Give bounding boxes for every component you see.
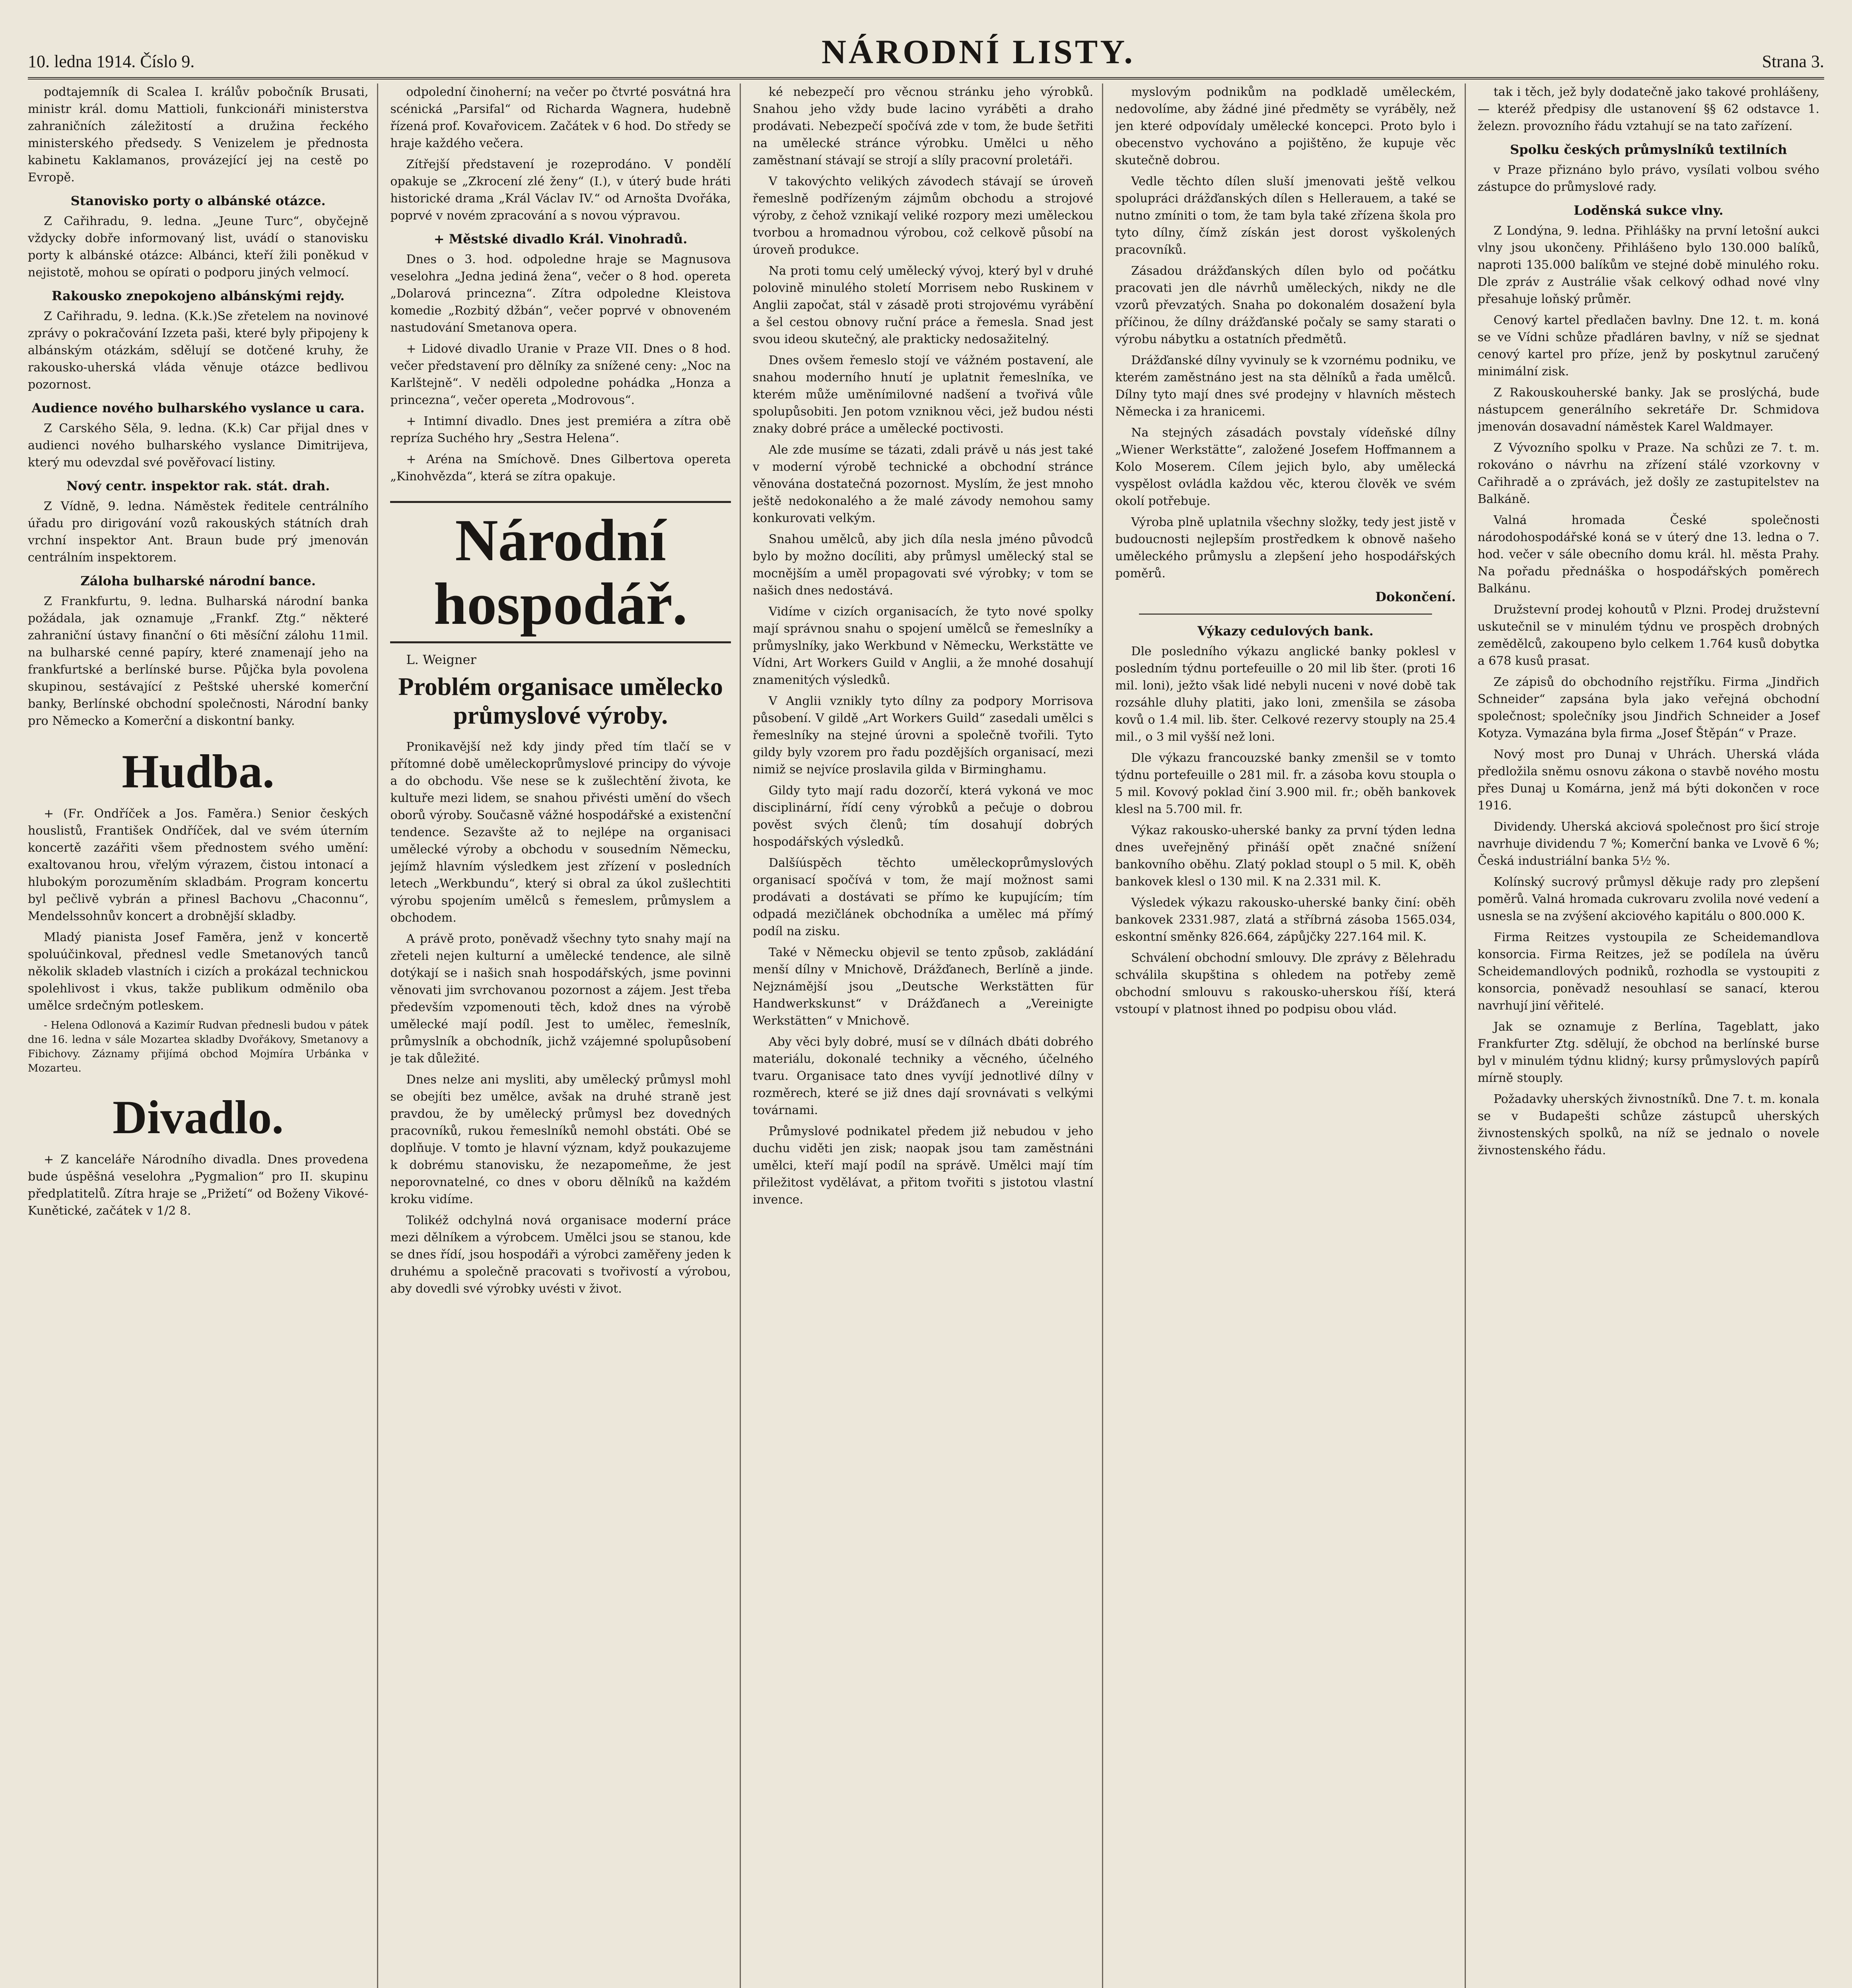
paragraph: Výkaz rakousko-uherské banky za první týden ledna dnes uveřejněný přináší opět značné snížení bankovního oběhu. Zlatý poklad stoupl o 5 mil. K, oběh bankovek klesl o 130 mil. K na 2.331 mil. K. [1115, 823, 1456, 889]
paragraph: + Intimní divadlo. Dnes jest premiéra a zítra obě repríza Suchého hry „Sestra Helena“. [390, 414, 731, 445]
paragraph: Drážďanské dílny vyvinuly se k vzornému podniku, ve kterém zaměstnáno jest na sta dělníků a řada umělců. Dílny tyto mají dnes své prodejny v hlavních městech Německa i za hranicemi. [1115, 353, 1456, 419]
paragraph: Na stejných zásadách povstaly vídeňské dílny „Wiener Werkstätte“, založené Josefem Hoffmannem a Kolo Moserem. Cílem jejich bylo, aby umělecká vyspělost ovládla každou věc, kterou člověk ve svém okolí potřebuje. [1115, 426, 1456, 508]
subheading: Stanovisko porty o albánské otázce. [70, 193, 326, 208]
column-4 [1115, 83, 1465, 1988]
section-title-theatre: Divadlo. [113, 1091, 284, 1143]
paragraph: Vedle těchto dílen sluší jmenovati ještě velkou spolupráci drážďanských dílen s Hellerauem, a také se nutno zmíniti o tom, že tam byla také zřízena škola pro tyto dílny, čímž získán jest dorost vyškolených pracovníků. [1115, 175, 1456, 257]
paragraph: Ale zde musíme se tázati, zdali právě u nás jest také v moderní výrobě technické a obchodní stránce věnována dostatečná pozornost. Myslím, že jest mnoho ještě nedokonalého a že malé závody nemohou samy konkurovati velkým. [752, 443, 1094, 525]
page-header [28, 16, 1824, 80]
article-byline: L. Weigner [406, 652, 476, 667]
subheading: Spolku českých průmyslníků textilních [1510, 142, 1787, 157]
paragraph: Z Carského Sěla, 9. ledna. (K.k) Car přijal dnes v audienci nového bulharského vyslance Dimitrijeva, který mu odevzdal své pověřovací listiny. [28, 421, 369, 470]
paragraph: Vidíme v cizích organisacích, že tyto nové spolky mají správnou snahu o spojení umělců se řemeslníky a průmyslníky, jako Werkbund v Německu, Werkstätte ve Vídni, Art Workers Guild v Anglii, a že mnohé dosahují znamenitých výsledků. [752, 605, 1094, 687]
paragraph: odpolední činoherní; na večer po čtvrté posvátná hra scénická „Parsifal“ od Richarda Wagnera, hudebně řízená prof. Kovařovicem. Začátek v 6 hod. Do středy se hraje každého večera. [390, 85, 731, 150]
paragraph: Dle výkazu francouzské banky zmenšil se v tomto týdnu portefeuille o 281 mil. fr. a zásoba kovu stoupla o 5 mil. Kovový poklad činí 3.900 mil. fr.; oběh bankovek klesl na 5.700 mil. fr. [1115, 751, 1456, 816]
column-3 [753, 83, 1103, 1988]
paragraph: Gildy tyto mají radu dozorčí, která vykoná ve moc disciplinární, řídí ceny výrobků a pečuje o dobrou pověst svých členů; tím dosahují dobrých hospodářských výsledků. [752, 784, 1094, 849]
paragraph: Z Londýna, 9. ledna. Přihlášky na první letošní aukci vlny jsou ukončeny. Přihlášeno bylo 130.000 balíků, naproti 135.000 balíkům ve stejné době minulého roku. Dle zpráv z Austrálie však celkový odhad nové vlny přesahuje loňský průměr. [1477, 224, 1819, 306]
section-title-music: Hudba. [122, 745, 274, 798]
paragraph: A právě proto, poněvadž všechny tyto snahy mají na zřeteli nejen kulturní a umělecké tendence, ale silně dotýkají se i našich snah hospodářských, jsme povinni věnovati jim svrchovanou pozornost a zájem. Jest třeba především vzpomenouti těch, kdož dnes na výrobě umělecké mají podíl. Jest to umělec, řemeslník, průmyslník a obchodník, jichž vzájemné spolupůsobení je tak důležité. [390, 932, 731, 1066]
paragraph: Kolínský sucrový průmysl děkuje rady pro zlepšení poměrů. Valná hromada cukrovaru zvolila nové vedení a usnesla se na zvýšení akciového kapitálu o 800.000 K. [1477, 875, 1819, 923]
subheading: Nový centr. inspektor rak. stát. drah. [66, 478, 330, 493]
paragraph: Z Vývozního spolku v Praze. Na schůzi ze 7. t. m. rokováno o návrhu na zřízení stálé vzorkovny v Cařihradě a o zprávách, jež došly ze zastupitelstev na Balkáně. [1477, 441, 1819, 506]
column-1 [28, 83, 378, 1988]
issue-date: 10. ledna 1914. Číslo 9. [28, 52, 195, 71]
columns [28, 83, 1828, 1988]
paragraph: V Anglii vznikly tyto dílny za podpory Morrisova působení. V gildě „Art Workers Guild“ zasedali umělci s řemeslníky na stejné úrovni a společně tvořili. Tyto gildy byly vzorem pro řadu pozdějších organisací, mezi nimiž se nejvíce proslavila gilda v Birminghamu. [752, 694, 1094, 777]
subheading: Záloha bulharské národní bance. [80, 573, 316, 588]
paragraph: Firma Reitzes vystoupila ze Scheidemandlova konsorcia. Firma Reitzes, jež se podílela na úvěru Scheidemandlových podniků, rozhodla se vystoupiti z konsorcia, poněvadž nesouhlasí se sanací, kterou navrhují jiní věřitelé. [1477, 930, 1819, 1013]
paragraph: Mladý pianista Josef Faměra, jenž v koncertě spoluúčinkoval, přednesl vedle Smetanových tanců několik skladeb vlastních i cizích a prokázal technickou spolehlivost i vkus, takže publikum odměnilo oba umělce srdečným potleskem. [28, 930, 369, 1013]
paragraph: Snahou umělců, aby jich díla nesla jméno původců bylo by možno docíliti, aby průmysl umělecký stal se mocnějším a uměl propagovati své výrobky; v tom se našich dnes nedostává. [752, 532, 1094, 598]
paragraph: Požadavky uherských živnostníků. Dne 7. t. m. konala se v Budapešti schůze zástupců uherských živnostenských spolků, na níž se jednalo o novele živnostenského řádu. [1477, 1092, 1819, 1157]
paragraph: Ze zápisů do obchodního rejstříku. Firma „Jindřich Schneider“ zapsána byla jako veřejná obchodní společnost; společníky jsou Jindřich Schneider a Josef Kotyza. Vymazána byla firma „Josef Štěpán“ v Praze. [1477, 675, 1819, 740]
subheading: Výkazy cedulových bank. [1197, 623, 1374, 639]
subheading: Loděnská sukce vlny. [1574, 203, 1724, 218]
paragraph: Dle posledního výkazu anglické banky poklesl v posledním týdnu portefeuille o 20 mil lib šter. (proti 16 mil. loni), ježto však lidé nebyli nuceni v nové době tak rozsáhle dluhy platiti, jako loni, zmenšila se zásoba kovů o 1.4 mil. lib. šter. Celkové rezervy stouply na 25.4 mil., o 3 mil vyšší než loni. [1115, 645, 1456, 744]
paragraph: Z Cařihradu, 9. ledna. „Jeune Turc“, obyčejně vždycky dobře informovaný list, uvádí o stanovisku porty k albánské otázce: Albánci, kteří žili poněkud v nejistotě, mohou se opírati o podporu jiných velmocí. [28, 214, 369, 280]
paragraph: Družstevní prodej kohoutů v Plzni. Prodej družstevní uskutečnil se v minulém týdnu ve prospěch drobných zemědělců, zakoupeno bylo celkem 1.764 kusů dobytka a 678 kusů prasat. [1477, 603, 1819, 668]
paragraph: Dnes nelze ani mysliti, aby umělecký průmysl mohl se obejíti bez umělce, avšak na druhé straně jest pravdou, že by umělecký průmysl bez dovedných pracovníků, rukou řemeslníků nemohl obstáti. Obé se doplňuje. V tomto je hlavní význam, když poukazujeme k dobrému stanovisku, že nezapomeňme, že jest neporovnatelné, co dnes v oboru dělníků na každém kroku vidíme. [390, 1073, 731, 1206]
paragraph: Jak se oznamuje z Berlína, Tageblatt, jako Frankfurter Ztg. sdělují, že obchod na berlínské burse byl v minulém týdnu klidný; kursy průmyslových papírů mírně stouply. [1477, 1020, 1819, 1085]
paragraph: Pronikavější než kdy jindy před tím tlačí se v přítomné době uměleckoprůmyslové principy do vývoje a do obchodu. Vše nese se k zušlechtění života, ke kultuře mezi lidem, se snahou přivésti umění do všech oborů výroby. Současně vážné hospodářské a existenční tendence. Sezavšte až to nejlépe na organisaci umělecké výroby a obchodu v sousedním Německu, jejímž hlavním výsledkem jest zřízení v posledních letech „Werkbundu“, který si obral za úkol zušlechtiti výrobu spojením umělců s řemeslem, průmyslem a obchodem. [390, 740, 731, 925]
paragraph: + (Fr. Ondříček a Jos. Faměra.) Senior českých houslistů, František Ondříček, dal ve svém úterním koncertě zazářiti všem přednostem svého umění: exaltovanou hrou, vřelým výrazem, čistou intonací a hlubokým porozuměním skladbám. Program koncertu byl pečlivě vybrán a přinesl Bachovu „Chaconnu“, Mendelssohnův koncert a drobnější skladby. [28, 807, 369, 923]
paragraph: + Aréna na Smíchově. Dnes Gilbertova opereta „Kinohvězda“, která se zítra opakuje. [390, 452, 731, 483]
page-number: Strana 3. [1762, 52, 1824, 71]
paragraph: Dnes o 3. hod. odpoledne hraje se Magnusova veselohra „Jedna jediná žena“, večer o 8 hod. opereta „Dolarová princezna“. Zítra odpoledne Kleistova komedie „Rozbitý džbán“, večer poprvé v obnoveném nastudování Smetanova opera. [390, 252, 731, 335]
paragraph: Schválení obchodní smlouvy. Dle zprávy z Bělehradu schválila skupština s ohledem na potřeby země obchodní smlouvu s rakousko-uherskou říší, která vstoupí v platnost ihned po podpisu obou vlád. [1115, 951, 1456, 1016]
paragraph: Zásadou drážďanských dílen bylo od počátku pracovati jen dle návrhů uměleckých, nikdy ne dle vzorů převzatých. Snaha po dokonalém dosažení byla příčinou, že dílny drážďanské počaly se samy starati o výrobu nábytku a ostatních předmětů. [1115, 264, 1456, 346]
article-title: Problém organisace umělecko průmyslové výroby. [398, 672, 723, 729]
paragraph: v Praze přiznáno bylo právo, vysílati volbou svého zástupce do průmyslové rady. [1477, 163, 1819, 194]
paragraph: Také v Německu objevil se tento způsob, zakládání menší dílny v Mnichově, Drážďanech, Berlíně a jinde. Nejznámější jsou „Deutsche Werkstätten für Handwerkskunst“ v Drážďanech a „Vereinigte Werkstätten“ v Mnichově. [752, 945, 1094, 1028]
paragraph: Dnes ovšem řemeslo stojí ve vážném postavení, ale snahou moderního hnutí je uplatnit řemeslníka, ve kterém může uměnímilovné nadšení a tvořivá vůle spolupůsobiti. Jen potom vzniknou věci, jež budou nésti znaky dobré práce a umělecké poctivosti. [752, 353, 1094, 436]
subheading: + Městské divadlo Král. Vinohradů. [433, 231, 688, 247]
paragraph: Tolikéž odchylná nová organisace moderní práce mezi dělníkem a výrobcem. Umělci jsou se stanou, kde se dnes řídí, jsou hospodáři a výrobci zaměřeny jeden k druhému a společně pracovati s tvořivostí a výrobou, aby dovedli své výrobky uvésti v život. [390, 1213, 731, 1296]
paragraph: Z Vídně, 9. ledna. Náměstek ředitele centrálního úřadu pro dirigování vozů rakouských státních drah vrchní inspektor Ant. Braun bude prý jmenován centrálním inspektorem. [28, 499, 369, 565]
paragraph: Z Rakouskouherské banky. Jak se proslýchá, bude nástupcem generálního sekretáře Dr. Schmidova jmenován dosavadní náměstek Karel Waldmayer. [1477, 386, 1819, 434]
paragraph: Dalšíúspěch těchto uměleckoprůmyslových organisací spočívá v tom, že mají možnost sami prodávati a dostávati se přímo ke kupujícím; tím odpadá mezičlánek obchodníka a umělec má přímý podíl na zisku. [752, 856, 1094, 938]
closing-note: Dokončení. [1375, 589, 1456, 604]
paragraph: tak i těch, jež byly dodatečně jako takové prohlášeny, — kteréž předpisy dle ustanovení §§ 62 odstavce 1. železn. provozního řádu vztahují se na tato zařízení. [1477, 85, 1819, 133]
paragraph: V takovýchto velikých závodech stávají se úroveň řemeslně podřízeným zájmům obchodu a strojové výroby, z čehož vznikají veliké rozpory mezi uměleckou tvorbou a hromadnou výrobou, což celkově působí na úroveň produkce. [752, 175, 1094, 257]
paragraph: podtajemník di Scalea I. králův pobočník Brusati, ministr král. domu Mattioli, funkcionáři ministerstva zahraničních záležitostí a družina řeckého ministerského předsedy. S Venizelem je přednosta kabinetu Kaklamanos, provázející jej na cestě po Evropě. [28, 85, 369, 184]
paragraph: Výroba plně uplatnila všechny složky, tedy jest jistě v budoucnosti nejlepším prostředkem k obnově našeho uměleckého průmyslu a zlepšení jeho hospodářských poměrů. [1115, 515, 1456, 580]
paragraph: Výsledek výkazu rakousko-uherské banky činí: oběh bankovek 2331.987, zlatá a stříbrná zásoba 1565.034, eskontní směnky 826.664, zápůjčky 227.164 mil. K. [1115, 896, 1456, 944]
paragraph: Nový most pro Dunaj v Uhrách. Uherská vláda předložila sněmu osnovu zákona o stavbě nového mostu přes Dunaj u Komárna, jenž má býti dokončen v roce 1916. [1477, 747, 1819, 813]
paragraph: Valná hromada České společnosti národohospodářské koná se v úterý dne 13. ledna o 7. hod. večer v sále obecního domu král. hl. města Prahy. Na pořadu přednáška o hospodářských poměrech Balkánu. [1477, 513, 1819, 596]
paragraph: Z Frankfurtu, 9. ledna. Bulharská národní banka požádala, jak oznamuje „Frankf. Ztg.“ některé zahraniční ústavy finanční o 6ti měsíční zálohu 11mil. na bulharské cenné papíry, které znamenají jeho na frankfurtské a berlínské burse. Půjčka byla povolena skupinou, sestávající z Peštské uherské komerční banky, Berlínské obchodní společnosti, Národní banky pro Německo a Komerční a diskontní banky. [28, 594, 369, 728]
masthead-title: NÁRODNÍ LISTY. [821, 33, 1135, 71]
paragraph: Na proti tomu celý umělecký vývoj, který byl v druhé polovině minulého století Morrisem nebo Ruskinem v Anglii započat, stál v zásadě proti strojovému vyrábění a šel cestou obnovy ruční práce a řemesla. Snad jest svou ideou skutečný, ale prakticky nedosažitelný. [752, 264, 1094, 346]
subheading: Audience nového bulharského vyslance u cara. [31, 400, 365, 415]
section-title-economy: Národní hospodář. [390, 501, 731, 643]
subheading: Rakousko znepokojeno albánskými rejdy. [51, 288, 345, 303]
paragraph: + Z kanceláře Národního divadla. Dnes provedena bude úspěšná veselohra „Pygmalion“ pro II. skupinu předplatitelů. Zítra hraje se „Prižetí“ od Boženy Vikové-Kunětické, začátek v 1/2 8. [28, 1153, 369, 1218]
paragraph: Cenový kartel předlačen bavlny. Dne 12. t. m. koná se ve Vídni schůze přadláren bavlny, v níž se sjednat cenový kartel pro příze, jenž by poskytnul zaručený minimální zisk. [1477, 313, 1819, 379]
paragraph: Průmyslové podnikatel předem již nebudou v jeho duchu viděti jen zisk; naopak jsou tam zaměstnáni umělci, kteří mají podíl na správě. Umělci mají tím přiležitost vydělávat, a přitom tvořiti s jistotou vlastní invence. [752, 1124, 1094, 1207]
divider [1139, 613, 1432, 615]
paragraph: Z Cařihradu, 9. ledna. (K.k.)Se zřetelem na novinové zprávy o pokračování Izzeta paši, které byly připojeny k albánským otázkám, sdělují se dotčené kruhy, že rakousko-uherská vláda věnuje otázce bedlivou pozornost. [28, 309, 369, 392]
paragraph: myslovým podnikům na podkladě uměleckém, nedovolíme, aby žádné jiné předměty se vyráběly, než jen které odpovídaly umělecké koncepci. Proto bylo i obecenstvo vychováno a pojištěno, že kupuje věc skutečně dobrou. [1115, 85, 1456, 167]
paragraph: ké nebezpečí pro věcnou stránku jeho výrobků. Snahou jeho vždy bude lacino vyráběti a draho prodávati. Nebezpečí spočívá zde v tom, že bude šetřiti na umělecké stránce výrobku. Umělci u něho zaměstnaní stávají se strojí a slíly pracovní proletáři. [752, 85, 1094, 167]
paragraph: Zítřejší představení je rozeprodáno. V pondělí opakuje se „Zkrocení zlé ženy“ (I.), v úterý bude hráti historické drama „Král Václav IV.“ od Arnošta Dvořáka, poprvé v novém zpracování a s novou výpravou. [390, 157, 731, 223]
column-2 [390, 83, 740, 1988]
paragraph: + Lidové divadlo Uranie v Praze VII. Dnes o 8 hod. večer představení pro dělníky za snížené ceny: „Noc na Karlštejně“. V neděli odpoledne pohádka „Honza a princezna“, večer opereta „Modrovous“. [390, 342, 731, 407]
paragraph: Aby věci byly dobré, musí se v dílnách dbáti dobrého materiálu, dokonalé techniky a věcného, účelného tvaru. Organisace tato dnes vyvíjí jednotlivé dílny v rozměrech, které se již dnes dají srovnávati s velkými továrnami. [752, 1035, 1094, 1117]
column-5 [1478, 83, 1828, 1988]
notes: - Helena Odlonová a Kazimír Rudvan přednesli budou v pátek dne 16. ledna v sále Mozartea skladby Dvořákovy, Smetanovy a Fibichovy. Záznamy přijímá obchod Mojmíra Urbánka v Mozarteu. [28, 1019, 369, 1074]
paragraph: Dividendy. Uherská akciová společnost pro šicí stroje navrhuje dividendu 7 %; Komerční banka ve Lvově 6 %; Česká industriální banka 5½ %. [1477, 820, 1819, 868]
